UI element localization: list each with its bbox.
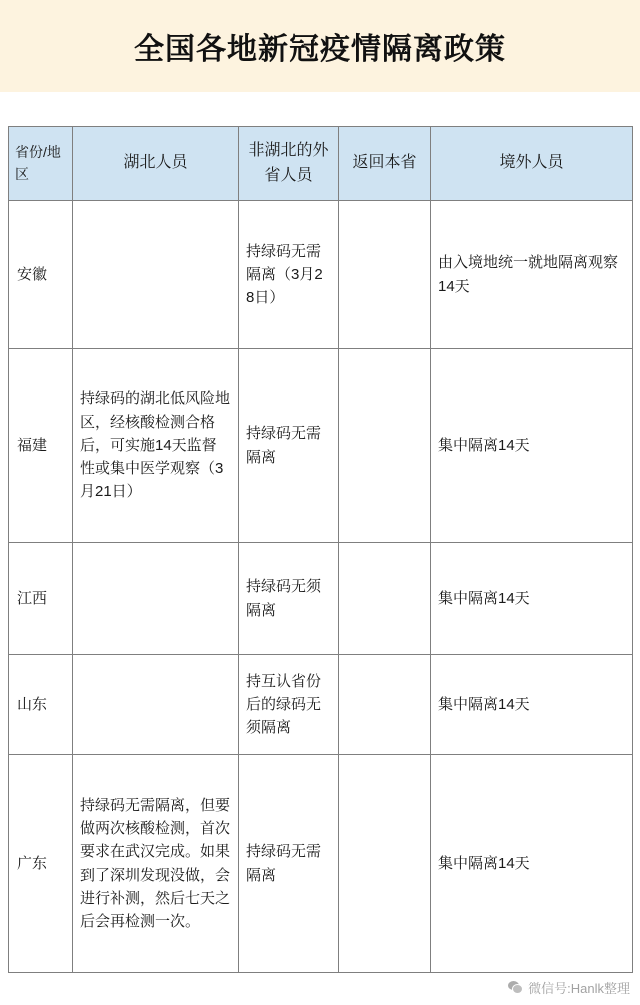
column-header-hubei: 湖北人员 [73,127,239,201]
cell-hubei [73,543,239,655]
cell-province: 江西 [9,543,73,655]
cell-return-province [339,349,431,543]
cell-return-province [339,655,431,755]
banner-spacer [0,92,640,126]
cell-non-hubei: 持绿码无需隔离（3月28日） [239,201,339,349]
cell-province: 山东 [9,655,73,755]
cell-overseas: 集中隔离14天 [431,655,633,755]
table-row [9,349,633,543]
table-container [0,126,640,973]
cell-overseas: 集中隔离14天 [431,349,633,543]
cell-return-province [339,543,431,655]
cell-non-hubei: 持绿码无须隔离 [239,543,339,655]
watermark-text: 微信号:Hanlk整理 [528,981,630,996]
wechat-icon [508,981,523,994]
cell-non-hubei: 持互认省份后的绿码无须隔离 [239,655,339,755]
cell-hubei [73,655,239,755]
cell-hubei: 持绿码的湖北低风险地区，经核酸检测合格后，可实施14天监督性或集中医学观察（3月21日） [73,349,239,543]
column-header-overseas: 境外人员 [431,127,633,201]
column-header-non-hubei: 非湖北的外省人员 [239,127,339,201]
cell-overseas: 集中隔离14天 [431,543,633,655]
table-head [9,127,633,201]
watermark [508,978,630,997]
cell-province: 福建 [9,349,73,543]
column-header-province: 省份/地区 [9,127,73,201]
table-row [9,655,633,755]
cell-province: 广东 [9,755,73,973]
table-body [9,201,633,973]
cell-non-hubei: 持绿码无需隔离 [239,349,339,543]
table-row [9,543,633,655]
title-banner [0,0,640,92]
cell-hubei: 持绿码无需隔离，但要做两次核酸检测，首次要求在武汉完成。如果到了深圳发现没做，会进行补测，然后七天之后会再检测一次。 [73,755,239,973]
page-title: 全国各地新冠疫情隔离政策 [134,33,506,66]
cell-overseas: 由入境地统一就地隔离观察14天 [431,201,633,349]
cell-non-hubei: 持绿码无需隔离 [239,755,339,973]
cell-return-province [339,755,431,973]
table-header-row [9,127,633,201]
table-row [9,755,633,973]
table-row [9,201,633,349]
column-header-return-province: 返回本省 [339,127,431,201]
quarantine-policy-table [8,126,633,973]
cell-hubei [73,201,239,349]
cell-province: 安徽 [9,201,73,349]
cell-overseas: 集中隔离14天 [431,755,633,973]
cell-return-province [339,201,431,349]
